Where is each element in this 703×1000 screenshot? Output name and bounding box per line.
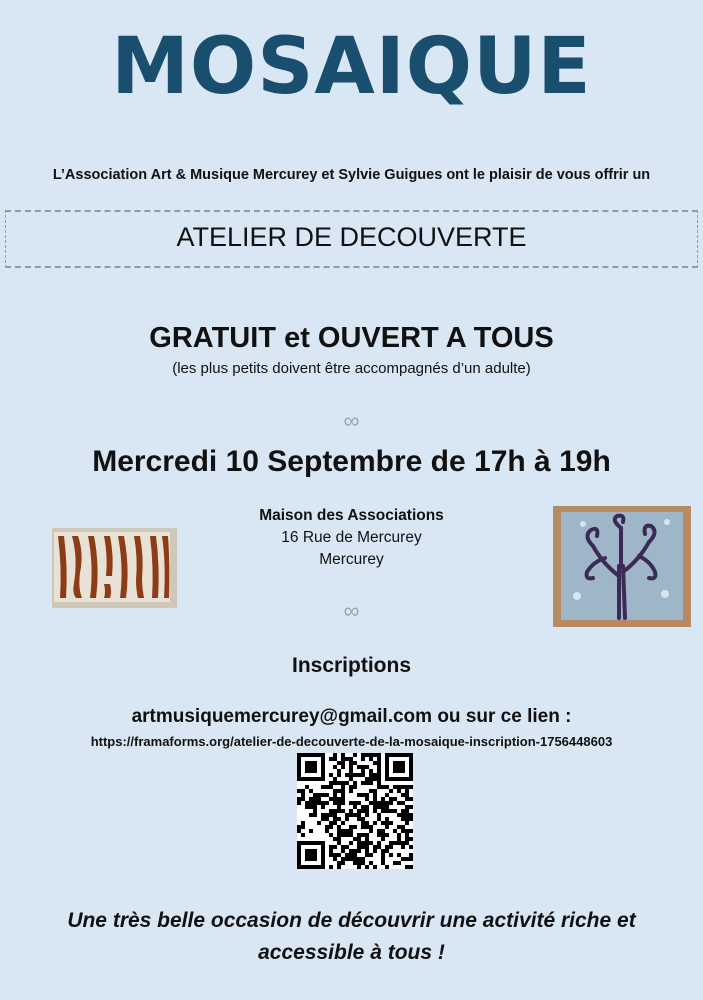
qr-code[interactable] (297, 753, 413, 869)
contact-email[interactable]: artmusiquemercurey@gmail.com ou sur ce lien : (131, 706, 572, 727)
infinity-separator-icon: ∞ (343, 408, 360, 433)
children-note: (les plus petits doivent être accompagnés d’un adulte) (172, 360, 531, 377)
tagline (0, 905, 703, 969)
infinity-separator-icon: ∞ (343, 598, 360, 623)
poster-title: MOSAIQUE (111, 22, 592, 112)
workshop-banner (5, 210, 698, 268)
inscriptions-heading: Inscriptions (291, 654, 412, 677)
event-date: Mercredi 10 Septembre de 17h à 19h (92, 445, 611, 478)
tagline-line-1: Une très belle occasion de découvrir une activité riche et (67, 909, 636, 932)
intro-text: L’Association Art & Musique Mercurey et Sylvie Guigues ont le plaisir de vous offrir un (52, 167, 651, 183)
venue-street: 16 Rue de Mercurey (281, 529, 422, 546)
free-open-heading: GRATUIT et OUVERT A TOUS (149, 322, 554, 354)
tagline-line-2: accessible à tous ! (258, 941, 445, 964)
venue-name: Maison des Associations (259, 507, 444, 524)
registration-link[interactable]: https://framaforms.org/atelier-de-decouverte-de-la-mosaique-inscription-1756448603 (90, 734, 613, 749)
venue-town: Mercurey (319, 551, 384, 568)
workshop-banner-text: ATELIER DE DECOUVERTE (176, 222, 527, 252)
